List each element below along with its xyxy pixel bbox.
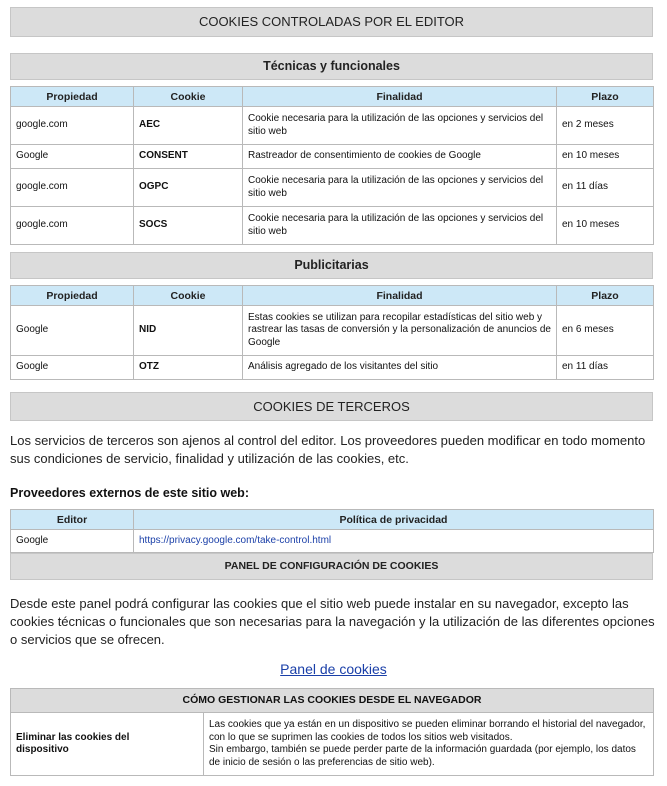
col-header: Propiedad bbox=[11, 87, 134, 107]
navegador-line-2: Sin embargo, también se puede perder parte de la información guardada (por ejemplo, los datos de inicio de sesión o las preferencias de sitio web). bbox=[209, 744, 636, 768]
cell-cookie: NID bbox=[134, 306, 243, 356]
cell-finalidad: Cookie necesaria para la utilización de las opciones y servicios del sitio web bbox=[243, 107, 557, 145]
table-row bbox=[11, 356, 654, 380]
navegador-label: Eliminar las cookies del dispositivo bbox=[11, 713, 204, 776]
cookie-panel-link[interactable]: Panel de cookies bbox=[280, 661, 387, 677]
cell-propiedad: Google bbox=[11, 145, 134, 169]
privacy-policy-url[interactable]: https://privacy.google.com/take-control.html bbox=[139, 534, 332, 546]
table-header-row bbox=[11, 286, 654, 306]
navegador-description bbox=[204, 713, 654, 776]
cell-cookie: AEC bbox=[134, 107, 243, 145]
navegador-line-1: Las cookies que ya están en un dispositivo se pueden eliminar borrando el historial del navegador, con lo que se suprimen las cookies de todos los sitios web visitados. bbox=[209, 719, 646, 743]
cell-plazo: en 6 meses bbox=[557, 306, 654, 356]
providers-table bbox=[10, 509, 654, 553]
publicitarias-table bbox=[10, 285, 654, 380]
privacy-policy-link[interactable] bbox=[134, 530, 654, 553]
table-header-row bbox=[11, 87, 654, 107]
cell-finalidad: Cookie necesaria para la utilización de las opciones y servicios del sitio web bbox=[243, 169, 557, 207]
col-header: Editor bbox=[11, 510, 134, 530]
col-header: Finalidad bbox=[243, 87, 557, 107]
col-header: Cookie bbox=[134, 286, 243, 306]
col-header: Plazo bbox=[557, 286, 654, 306]
table-row bbox=[11, 169, 654, 207]
cell-plazo: en 11 días bbox=[557, 356, 654, 380]
col-header: Finalidad bbox=[243, 286, 557, 306]
navegador-heading: CÓMO GESTIONAR LAS COOKIES DESDE EL NAVEGADOR bbox=[11, 689, 654, 713]
col-header: Política de privacidad bbox=[134, 510, 654, 530]
table-row bbox=[11, 107, 654, 145]
cell-finalidad: Estas cookies se utilizan para recopilar estadísticas del sitio web y rastrear las tasas de conversión y la personalización de anuncios de Google bbox=[243, 306, 557, 356]
cell-propiedad: google.com bbox=[11, 169, 134, 207]
cell-plazo: en 2 meses bbox=[557, 107, 654, 145]
table-row bbox=[11, 306, 654, 356]
providers-title: Proveedores externos de este sitio web: bbox=[10, 486, 249, 500]
cell-propiedad: google.com bbox=[11, 207, 134, 245]
cell-propiedad: Google bbox=[11, 306, 134, 356]
terceros-heading: COOKIES DE TERCEROS bbox=[253, 399, 410, 414]
cell-plazo: en 11 días bbox=[557, 169, 654, 207]
main-title-bar bbox=[10, 7, 653, 37]
tecnicas-table bbox=[10, 86, 654, 245]
panel-heading-bar bbox=[10, 553, 653, 580]
cell-cookie: SOCS bbox=[134, 207, 243, 245]
cell-finalidad: Cookie necesaria para la utilización de las opciones y servicios del sitio web bbox=[243, 207, 557, 245]
col-header: Cookie bbox=[134, 87, 243, 107]
cell-cookie: CONSENT bbox=[134, 145, 243, 169]
table-row bbox=[11, 530, 654, 553]
tecnicas-heading: Técnicas y funcionales bbox=[263, 59, 400, 73]
cell-plazo: en 10 meses bbox=[557, 145, 654, 169]
terceros-heading-bar bbox=[10, 392, 653, 421]
cell-finalidad: Rastreador de consentimiento de cookies de Google bbox=[243, 145, 557, 169]
cell-editor: Google bbox=[11, 530, 134, 553]
table-row bbox=[11, 207, 654, 245]
cell-finalidad: Análisis agregado de los visitantes del sitio bbox=[243, 356, 557, 380]
navegador-header-row bbox=[11, 689, 654, 713]
cell-cookie: OTZ bbox=[134, 356, 243, 380]
cell-propiedad: google.com bbox=[11, 107, 134, 145]
cell-propiedad: Google bbox=[11, 356, 134, 380]
table-header-row bbox=[11, 510, 654, 530]
table-row bbox=[11, 713, 654, 776]
panel-heading: PANEL DE CONFIGURACIÓN DE COOKIES bbox=[224, 560, 439, 572]
main-title: COOKIES CONTROLADAS POR EL EDITOR bbox=[198, 14, 465, 29]
publicitarias-heading: Publicitarias bbox=[294, 258, 369, 272]
tecnicas-heading-bar bbox=[10, 53, 653, 80]
col-header: Plazo bbox=[557, 87, 654, 107]
navegador-table bbox=[10, 688, 654, 776]
panel-paragraph: Desde este panel podrá configurar las cookies que el sitio web puede instalar en su navegador, excepto las cookies técnicas o funcionales que son necesarias para la navegación y la utilización de las diferentes opciones o servicios que se ofrecen. bbox=[10, 596, 655, 647]
cell-cookie: OGPC bbox=[134, 169, 243, 207]
col-header: Propiedad bbox=[11, 286, 134, 306]
cell-plazo: en 10 meses bbox=[557, 207, 654, 245]
publicitarias-heading-bar bbox=[10, 252, 653, 279]
table-row bbox=[11, 145, 654, 169]
terceros-paragraph: Los servicios de terceros son ajenos al control del editor. Los proveedores pueden modificar en todo momento sus condiciones de servicio, finalidad y utilización de las cookies, etc. bbox=[10, 433, 646, 466]
